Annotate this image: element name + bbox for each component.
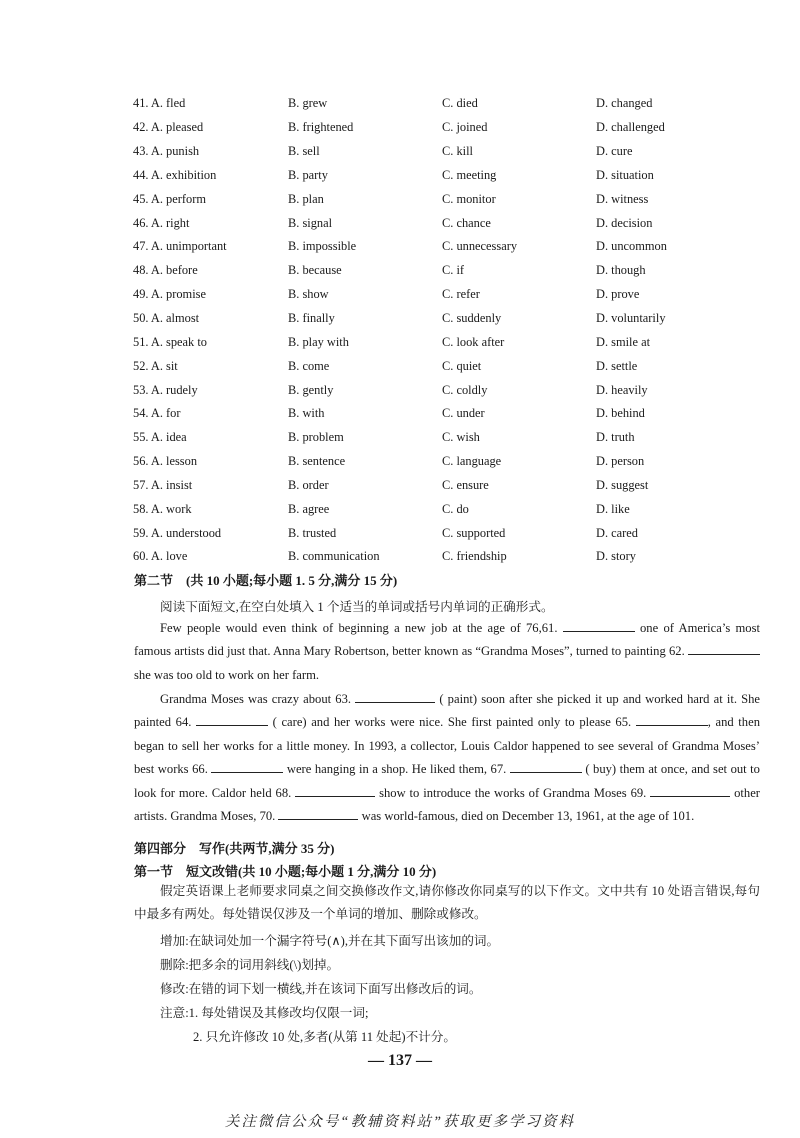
option-b[interactable]: B. show xyxy=(288,287,329,302)
question-row xyxy=(133,402,773,426)
question-row xyxy=(133,211,773,235)
blank-65[interactable] xyxy=(636,713,708,726)
option-b[interactable]: B. sentence xyxy=(288,454,346,469)
footer-note: 关注微信公众号“教辅资料站”获取更多学习资料 xyxy=(224,1114,576,1130)
option-b[interactable]: B. with xyxy=(288,406,325,421)
error-correction-intro: 假定英语课上老师要求同桌之间交换修改作文,请你修改你同桌写的以下作文。文中共有 10 处语言错误,每句中最多有两处。每处错误仅涉及一个单词的增加、删除或修改。 xyxy=(134,884,760,922)
option-d[interactable]: D. heavily xyxy=(596,382,648,397)
option-b[interactable]: B. trusted xyxy=(288,525,337,540)
option-c[interactable]: C. wish xyxy=(442,430,480,445)
option-b[interactable]: B. problem xyxy=(288,430,344,445)
blank-63[interactable] xyxy=(355,690,435,703)
question-row xyxy=(133,92,773,116)
option-c[interactable]: C. look after xyxy=(442,334,505,349)
option-b[interactable]: B. because xyxy=(288,263,342,278)
passage-paragraph-1 xyxy=(134,617,760,687)
option-b[interactable]: B. sell xyxy=(288,144,320,159)
option-a[interactable]: 50. A. almost xyxy=(133,311,200,326)
part4-section1-heading: 第一节 短文改错(共 10 小题;每小题 1 分,满分 10 分) xyxy=(134,864,437,879)
option-b[interactable]: B. plan xyxy=(288,191,324,206)
option-c[interactable]: C. chance xyxy=(442,215,491,230)
option-d[interactable]: D. voluntarily xyxy=(596,311,666,326)
option-c[interactable]: C. meeting xyxy=(442,167,497,182)
blank-68[interactable] xyxy=(295,784,375,797)
blank-70[interactable] xyxy=(278,807,358,820)
option-a[interactable]: 49. A. promise xyxy=(133,287,206,302)
rule-add: 增加:在缺词处加一个漏字符号(∧),并在其下面写出该加的词。 xyxy=(160,934,500,948)
option-b[interactable]: B. come xyxy=(288,358,330,373)
option-d[interactable]: D. person xyxy=(596,454,645,469)
option-d[interactable]: D. truth xyxy=(596,430,635,445)
option-b[interactable]: B. play with xyxy=(288,334,349,349)
option-d[interactable]: D. though xyxy=(596,263,646,278)
option-a[interactable]: 53. A. rudely xyxy=(133,382,198,397)
rule-delete: 删除:把多余的词用斜线(\)划掉。 xyxy=(160,958,340,972)
passage-text: she was too old to work on her farm. xyxy=(134,667,320,682)
option-d[interactable]: D. story xyxy=(596,549,636,564)
question-row xyxy=(133,140,773,164)
question-row xyxy=(133,521,773,545)
option-c[interactable]: C. language xyxy=(442,454,502,469)
option-c[interactable]: C. died xyxy=(442,96,478,111)
section2-heading: 第二节 (共 10 小题;每小题 1. 5 分,满分 15 分) xyxy=(134,573,398,588)
question-row xyxy=(133,187,773,211)
option-c[interactable]: C. kill xyxy=(442,144,473,159)
option-d[interactable]: D. challenged xyxy=(596,120,665,135)
option-c[interactable]: C. joined xyxy=(442,120,488,135)
option-c[interactable]: C. suddenly xyxy=(442,311,502,326)
option-b[interactable]: B. impossible xyxy=(288,239,357,254)
option-a[interactable]: 54. A. for xyxy=(133,406,181,421)
note-1: 注意:1. 每处错误及其修改均仅限一词; xyxy=(160,1006,369,1020)
option-b[interactable]: B. frightened xyxy=(288,120,354,135)
passage-text: one of America’s most famous artists did just that. Anna Mary Robertson, better known as “Grandma Moses”, turned to painting 62. xyxy=(134,621,760,659)
option-a[interactable]: 44. A. exhibition xyxy=(133,167,217,182)
question-row xyxy=(133,283,773,307)
passage-text: was world-famous, died on December 13, 1961, at the age of 101. xyxy=(361,809,695,824)
passage-text: , and then began to sell her works for a little money. In 1993, a collector, Louis Caldor happened to see several of Grandma Moses’ best works 66. xyxy=(134,715,760,777)
option-c[interactable]: C. under xyxy=(442,406,485,421)
rule-modify: 修改:在错的词下划一横线,并在该词下面写出修改后的词。 xyxy=(160,982,482,996)
option-a[interactable]: 58. A. work xyxy=(133,501,192,516)
option-b[interactable]: B. communication xyxy=(288,549,380,564)
option-a[interactable]: 60. A. love xyxy=(133,549,188,564)
question-row xyxy=(133,545,773,569)
page-number: — 137 — xyxy=(368,1052,432,1069)
option-d[interactable]: D. situation xyxy=(596,167,654,182)
blank-64[interactable] xyxy=(196,713,268,726)
passage-text: Grandma Moses was crazy about 63. xyxy=(160,692,352,706)
option-b[interactable]: B. agree xyxy=(288,501,330,516)
option-a[interactable]: 55. A. idea xyxy=(133,430,187,445)
section2-instruction: 阅读下面短文,在空白处填入 1 个适当的单词或括号内单词的正确形式。 xyxy=(160,600,554,614)
option-a[interactable]: 42. A. pleased xyxy=(133,120,204,135)
option-d[interactable]: D. witness xyxy=(596,191,649,206)
option-c[interactable]: C. ensure xyxy=(442,477,489,492)
note-2: 2. 只允许修改 10 处,多者(从第 11 处起)不计分。 xyxy=(193,1030,456,1044)
part4-heading: 第四部分 写作(共两节,满分 35 分) xyxy=(134,841,335,856)
blank-62[interactable] xyxy=(688,642,760,655)
option-c[interactable]: C. monitor xyxy=(442,191,496,206)
options-table xyxy=(133,92,773,569)
passage-text: show to introduce the works of Grandma Moses 69. xyxy=(379,785,647,800)
question-row xyxy=(133,474,773,498)
passage-text: ( paint) soon after she picked it up and worked hard at it. She painted 64. xyxy=(134,692,761,730)
option-a[interactable]: 57. A. insist xyxy=(133,477,193,492)
blank-61[interactable] xyxy=(563,619,635,632)
blank-67[interactable] xyxy=(510,760,582,773)
option-d[interactable]: D. like xyxy=(596,501,630,516)
option-d[interactable]: D. uncommon xyxy=(596,239,667,254)
option-c[interactable]: C. refer xyxy=(442,287,480,302)
option-d[interactable]: D. changed xyxy=(596,96,653,111)
question-row xyxy=(133,497,773,521)
option-d[interactable]: D. behind xyxy=(596,406,645,421)
blank-66[interactable] xyxy=(211,760,283,773)
option-c[interactable]: C. unnecessary xyxy=(442,239,518,254)
question-row xyxy=(133,426,773,450)
option-a[interactable]: 41. A. fled xyxy=(133,96,186,111)
question-row xyxy=(133,116,773,140)
option-d[interactable]: D. cure xyxy=(596,144,633,159)
option-d[interactable]: D. suggest xyxy=(596,477,649,492)
question-row xyxy=(133,378,773,402)
passage-text: ( care) and her works were nice. She first painted only to please 65. xyxy=(272,715,632,730)
option-d[interactable]: D. smile at xyxy=(596,334,651,349)
option-a[interactable]: 59. A. understood xyxy=(133,525,222,540)
question-row xyxy=(133,235,773,259)
option-a[interactable]: 46. A. right xyxy=(133,215,190,230)
option-c[interactable]: C. quiet xyxy=(442,358,482,373)
option-a[interactable]: 51. A. speak to xyxy=(133,334,207,349)
question-row xyxy=(133,450,773,474)
passage-text: ( buy) them at once, and set out to look for more. Caldor held 68. xyxy=(134,762,760,800)
blank-69[interactable] xyxy=(650,784,730,797)
passage-text: other artists. Grandma Moses, 70. xyxy=(134,785,761,824)
option-b[interactable]: B. party xyxy=(288,167,328,182)
option-d[interactable]: D. decision xyxy=(596,215,653,230)
option-a[interactable]: 52. A. sit xyxy=(133,358,178,373)
question-row xyxy=(133,307,773,331)
option-c[interactable]: C. friendship xyxy=(442,549,507,564)
option-b[interactable]: B. signal xyxy=(288,215,333,230)
question-row xyxy=(133,164,773,188)
question-row xyxy=(133,330,773,354)
option-a[interactable]: 56. A. lesson xyxy=(133,454,198,469)
option-a[interactable]: 48. A. before xyxy=(133,263,198,278)
option-c[interactable]: C. do xyxy=(442,501,469,516)
passage-text: were hanging in a shop. He liked them, 67. xyxy=(286,762,507,777)
option-b[interactable]: B. gently xyxy=(288,382,334,397)
option-a[interactable]: 43. A. punish xyxy=(133,144,200,159)
option-d[interactable]: D. cared xyxy=(596,525,638,540)
option-d[interactable]: D. settle xyxy=(596,358,638,373)
passage-text: Few people would even think of beginning a new job at the age of 76,61. xyxy=(160,621,558,635)
option-b[interactable]: B. grew xyxy=(288,96,328,111)
option-a[interactable]: 45. A. perform xyxy=(133,191,206,206)
question-row xyxy=(133,259,773,283)
option-b[interactable]: B. finally xyxy=(288,311,335,326)
option-c[interactable]: C. if xyxy=(442,263,465,278)
passage-paragraph-2 xyxy=(134,688,760,828)
option-d[interactable]: D. prove xyxy=(596,287,640,302)
option-c[interactable]: C. supported xyxy=(442,525,506,540)
question-row xyxy=(133,354,773,378)
option-b[interactable]: B. order xyxy=(288,477,329,492)
option-c[interactable]: C. coldly xyxy=(442,382,488,397)
option-a[interactable]: 47. A. unimportant xyxy=(133,239,227,254)
